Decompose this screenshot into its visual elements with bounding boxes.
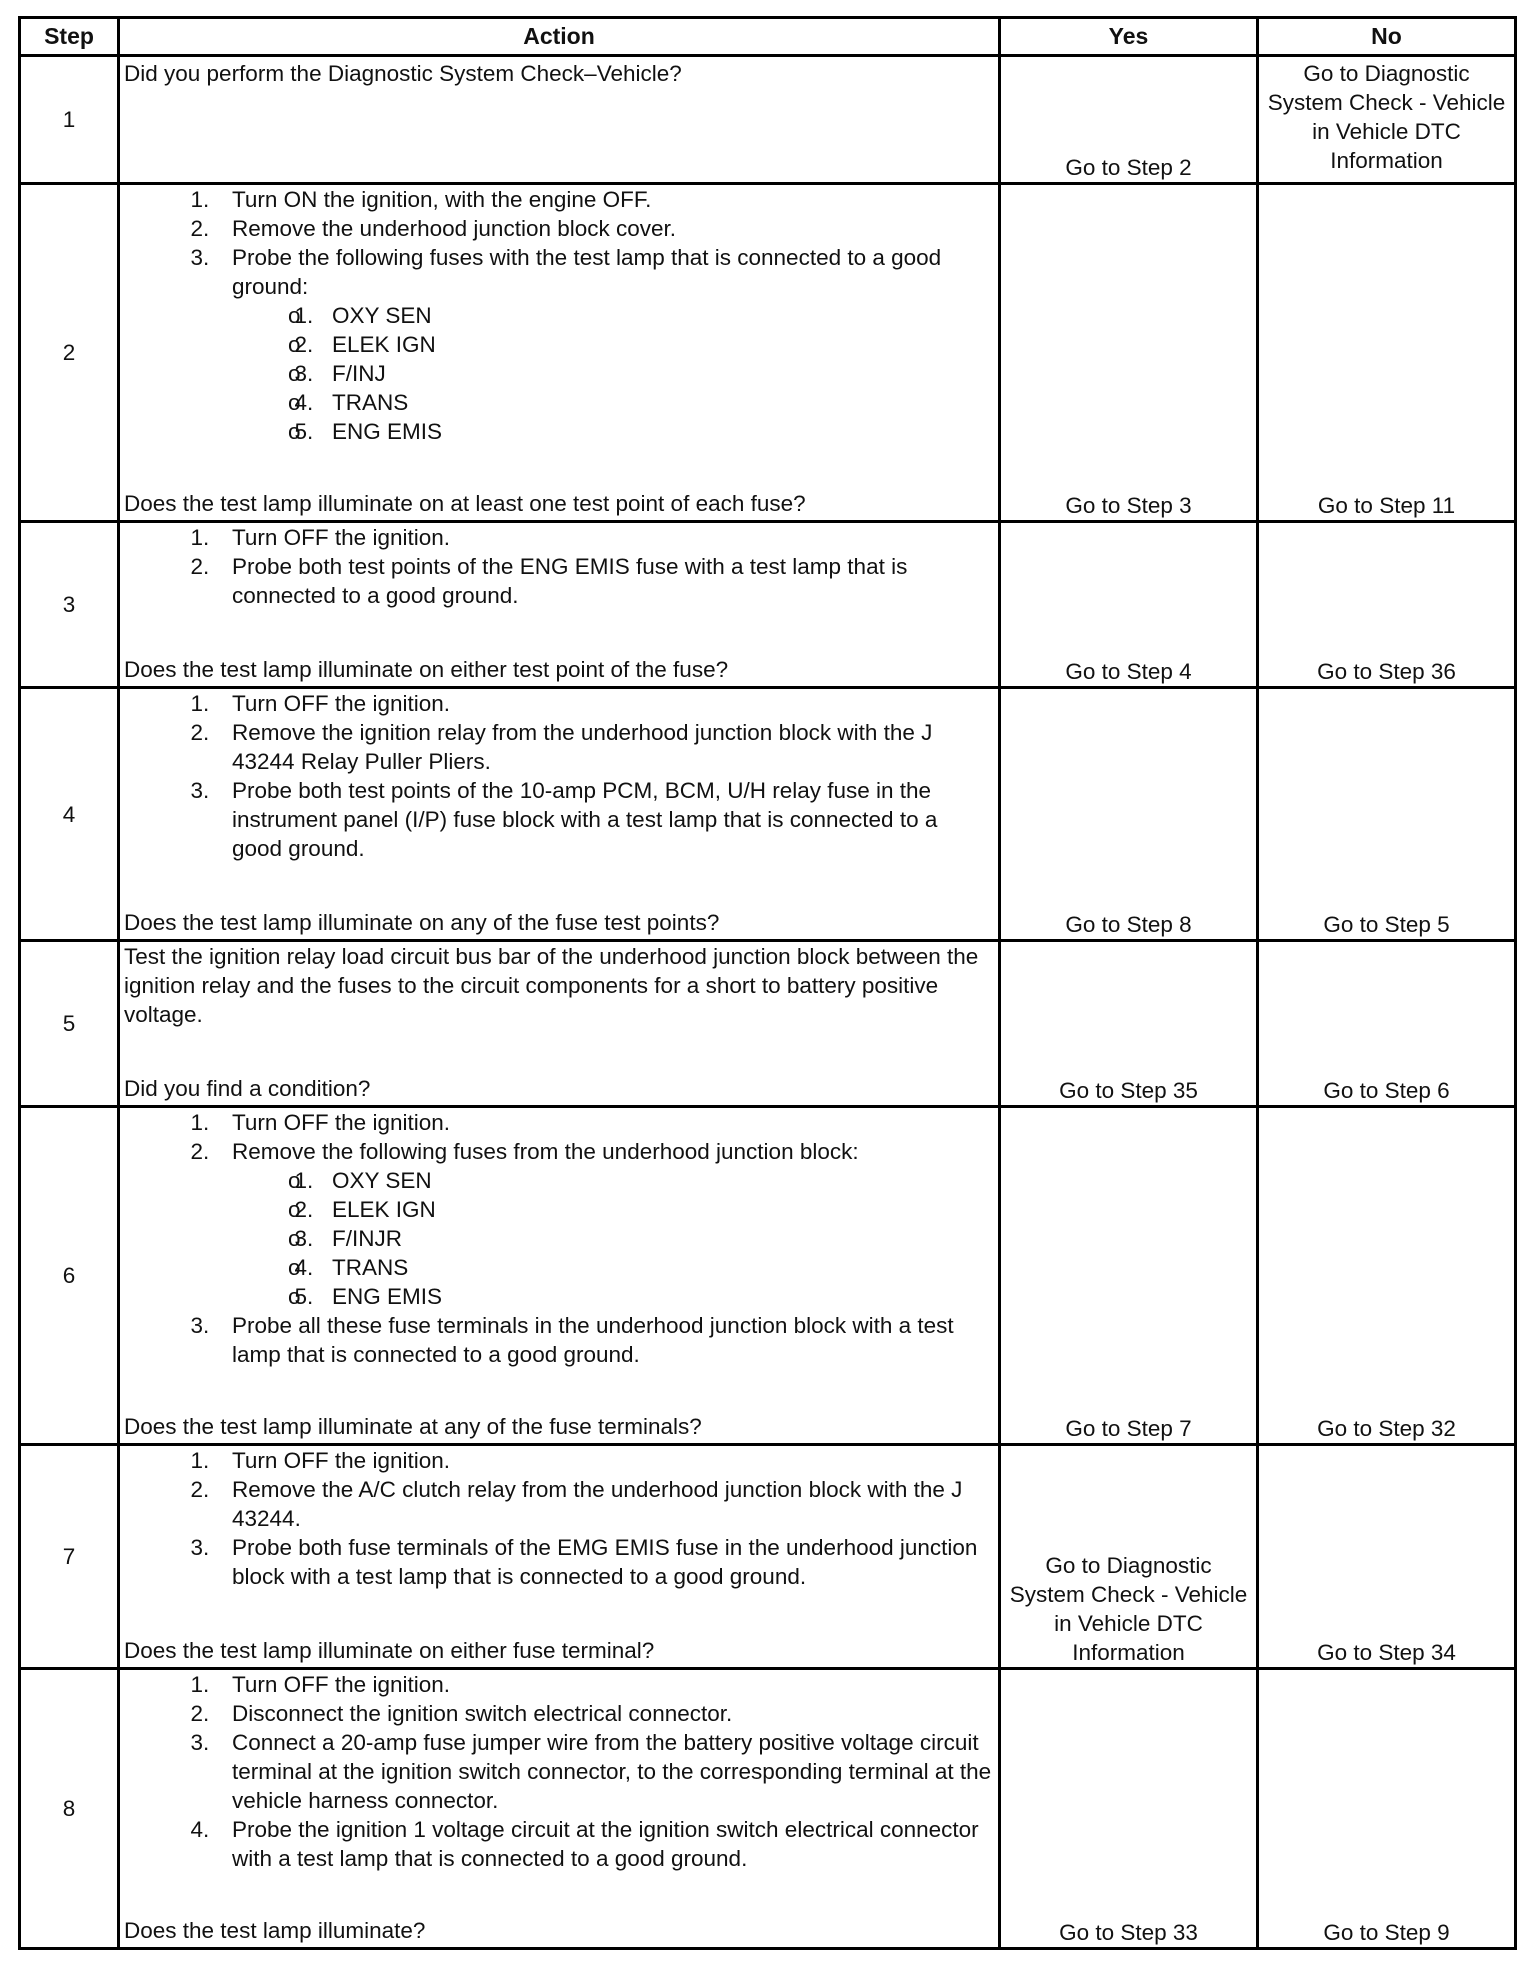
instruction-item: 4. Probe the ignition 1 voltage circuit at the ignition switch electrical connector with a test lamp that is connected to a good ground. bbox=[228, 1815, 992, 1873]
instruction-item bbox=[228, 243, 992, 446]
action-text: Test the ignition relay load circuit bus bar of the underhood junction block between the ignition relay and the fuses to the circuit components for a short to battery positive voltage. bbox=[124, 944, 979, 1027]
instruction-item: 2. Remove the underhood junction block cover. bbox=[228, 214, 992, 243]
no-cell: Go to Step 11 bbox=[1258, 184, 1516, 522]
action-cell bbox=[119, 1107, 1000, 1445]
step-number: 6 bbox=[20, 1107, 119, 1445]
table-row bbox=[20, 688, 1516, 941]
fuse-item: o F/INJR bbox=[332, 1224, 992, 1253]
table-row bbox=[20, 184, 1516, 522]
fuse-item: o ELEK IGN bbox=[332, 1195, 992, 1224]
yes-cell: Go to Step 33 bbox=[1000, 1669, 1258, 1949]
header-row bbox=[20, 18, 1516, 56]
yes-cell: Go to Step 7 bbox=[1000, 1107, 1258, 1445]
instruction-text: Probe the following fuses with the test lamp that is connected to a good ground: bbox=[232, 245, 942, 299]
instruction-list bbox=[124, 523, 992, 610]
header-no: No bbox=[1258, 18, 1516, 56]
instruction-list bbox=[124, 689, 992, 863]
action-cell bbox=[119, 184, 1000, 522]
instruction-item: 3. Probe both fuse terminals of the EMG EMIS fuse in the underhood junction block with a test lamp that is connected to a good ground. bbox=[228, 1533, 992, 1591]
yes-cell: Go to Step 4 bbox=[1000, 522, 1258, 688]
instruction-list bbox=[124, 1446, 992, 1591]
instruction-item: 2. Remove the A/C clutch relay from the underhood junction block with the J 43244. bbox=[228, 1475, 992, 1533]
yes-cell: Go to Step 35 bbox=[1000, 941, 1258, 1107]
no-cell: Go to Diagnostic System Check - Vehicle in Vehicle DTC Information bbox=[1258, 56, 1516, 184]
step-number: 8 bbox=[20, 1669, 119, 1949]
no-cell: Go to Step 34 bbox=[1258, 1445, 1516, 1669]
step-number: 3 bbox=[20, 522, 119, 688]
diagnostic-table bbox=[18, 16, 1517, 1950]
instruction-item: 3. Probe all these fuse terminals in the underhood junction block with a test lamp that is connected to a good ground. bbox=[228, 1311, 992, 1369]
question-text: Does the test lamp illuminate on any of the fuse test points? bbox=[124, 910, 720, 935]
table-row bbox=[20, 56, 1516, 184]
instruction-item: 2. Probe both test points of the ENG EMIS fuse with a test lamp that is connected to a good ground. bbox=[228, 552, 992, 610]
instruction-item: 3. Probe both test points of the 10-amp PCM, BCM, U/H relay fuse in the instrument panel (I/P) fuse block with a test lamp that is connected to a good ground. bbox=[228, 776, 992, 863]
question-text: Does the test lamp illuminate at any of the fuse terminals? bbox=[124, 1414, 702, 1439]
yes-cell: Go to Step 8 bbox=[1000, 688, 1258, 941]
header-yes: Yes bbox=[1000, 18, 1258, 56]
instruction-item: 1. Turn OFF the ignition. bbox=[228, 1108, 992, 1137]
instruction-text: Remove the following fuses from the underhood junction block: bbox=[232, 1139, 859, 1164]
instruction-item: 1. Turn OFF the ignition. bbox=[228, 1670, 992, 1699]
fuse-list bbox=[232, 301, 992, 446]
step-number: 7 bbox=[20, 1445, 119, 1669]
instruction-list bbox=[124, 185, 992, 446]
diagnostic-table-document bbox=[18, 16, 1514, 1950]
fuse-item: o OXY SEN bbox=[332, 1166, 992, 1195]
fuse-list bbox=[232, 1166, 992, 1311]
header-action: Action bbox=[119, 18, 1000, 56]
no-cell: Go to Step 5 bbox=[1258, 688, 1516, 941]
step-number: 5 bbox=[20, 941, 119, 1107]
yes-cell: Go to Step 3 bbox=[1000, 184, 1258, 522]
no-cell: Go to Step 9 bbox=[1258, 1669, 1516, 1949]
instruction-item: 3. Connect a 20-amp fuse jumper wire from the battery positive voltage circuit terminal at the ignition switch connector, to the corresponding terminal at the vehicle harness connector. bbox=[228, 1728, 992, 1815]
no-cell: Go to Step 6 bbox=[1258, 941, 1516, 1107]
fuse-item: o OXY SEN bbox=[332, 301, 992, 330]
instruction-item bbox=[228, 1137, 992, 1311]
instruction-list bbox=[124, 1108, 992, 1369]
instruction-item: 1. Turn OFF the ignition. bbox=[228, 1446, 992, 1475]
instruction-item: 1. Turn OFF the ignition. bbox=[228, 523, 992, 552]
fuse-item: o TRANS bbox=[332, 1253, 992, 1282]
question-text: Does the test lamp illuminate? bbox=[124, 1918, 426, 1943]
no-cell: Go to Step 32 bbox=[1258, 1107, 1516, 1445]
instruction-item: 2. Remove the ignition relay from the underhood junction block with the J 43244 Relay Puller Pliers. bbox=[228, 718, 992, 776]
no-cell: Go to Step 36 bbox=[1258, 522, 1516, 688]
action-cell bbox=[119, 941, 1000, 1107]
step-number: 2 bbox=[20, 184, 119, 522]
step-number: 1 bbox=[20, 56, 119, 184]
action-cell bbox=[119, 1445, 1000, 1669]
fuse-item: o TRANS bbox=[332, 388, 992, 417]
action-cell bbox=[119, 688, 1000, 941]
table-row bbox=[20, 1669, 1516, 1949]
action-cell bbox=[119, 1669, 1000, 1949]
question-text: Does the test lamp illuminate on either fuse terminal? bbox=[124, 1638, 655, 1663]
question-text: Does the test lamp illuminate on either test point of the fuse? bbox=[124, 657, 729, 682]
fuse-item: o F/INJ bbox=[332, 359, 992, 388]
instruction-item: 1. Turn OFF the ignition. bbox=[228, 689, 992, 718]
table-row bbox=[20, 1445, 1516, 1669]
question-text: Did you find a condition? bbox=[124, 1076, 371, 1101]
action-text: Did you perform the Diagnostic System Check–Vehicle? bbox=[124, 61, 682, 86]
yes-cell: Go to Diagnostic System Check - Vehicle in Vehicle DTC Information bbox=[1000, 1445, 1258, 1669]
instruction-list bbox=[124, 1670, 992, 1873]
table-row bbox=[20, 1107, 1516, 1445]
table-row bbox=[20, 522, 1516, 688]
action-cell bbox=[119, 522, 1000, 688]
yes-cell: Go to Step 2 bbox=[1000, 56, 1258, 184]
header-step: Step bbox=[20, 18, 119, 56]
step-number: 4 bbox=[20, 688, 119, 941]
fuse-item: o ELEK IGN bbox=[332, 330, 992, 359]
instruction-item: 1. Turn ON the ignition, with the engine OFF. bbox=[228, 185, 992, 214]
table-row bbox=[20, 941, 1516, 1107]
fuse-item: o ENG EMIS bbox=[332, 417, 992, 446]
fuse-item: o ENG EMIS bbox=[332, 1282, 992, 1311]
question-text: Does the test lamp illuminate on at least one test point of each fuse? bbox=[124, 491, 806, 516]
instruction-item: 2. Disconnect the ignition switch electrical connector. bbox=[228, 1699, 992, 1728]
action-cell bbox=[119, 56, 1000, 184]
